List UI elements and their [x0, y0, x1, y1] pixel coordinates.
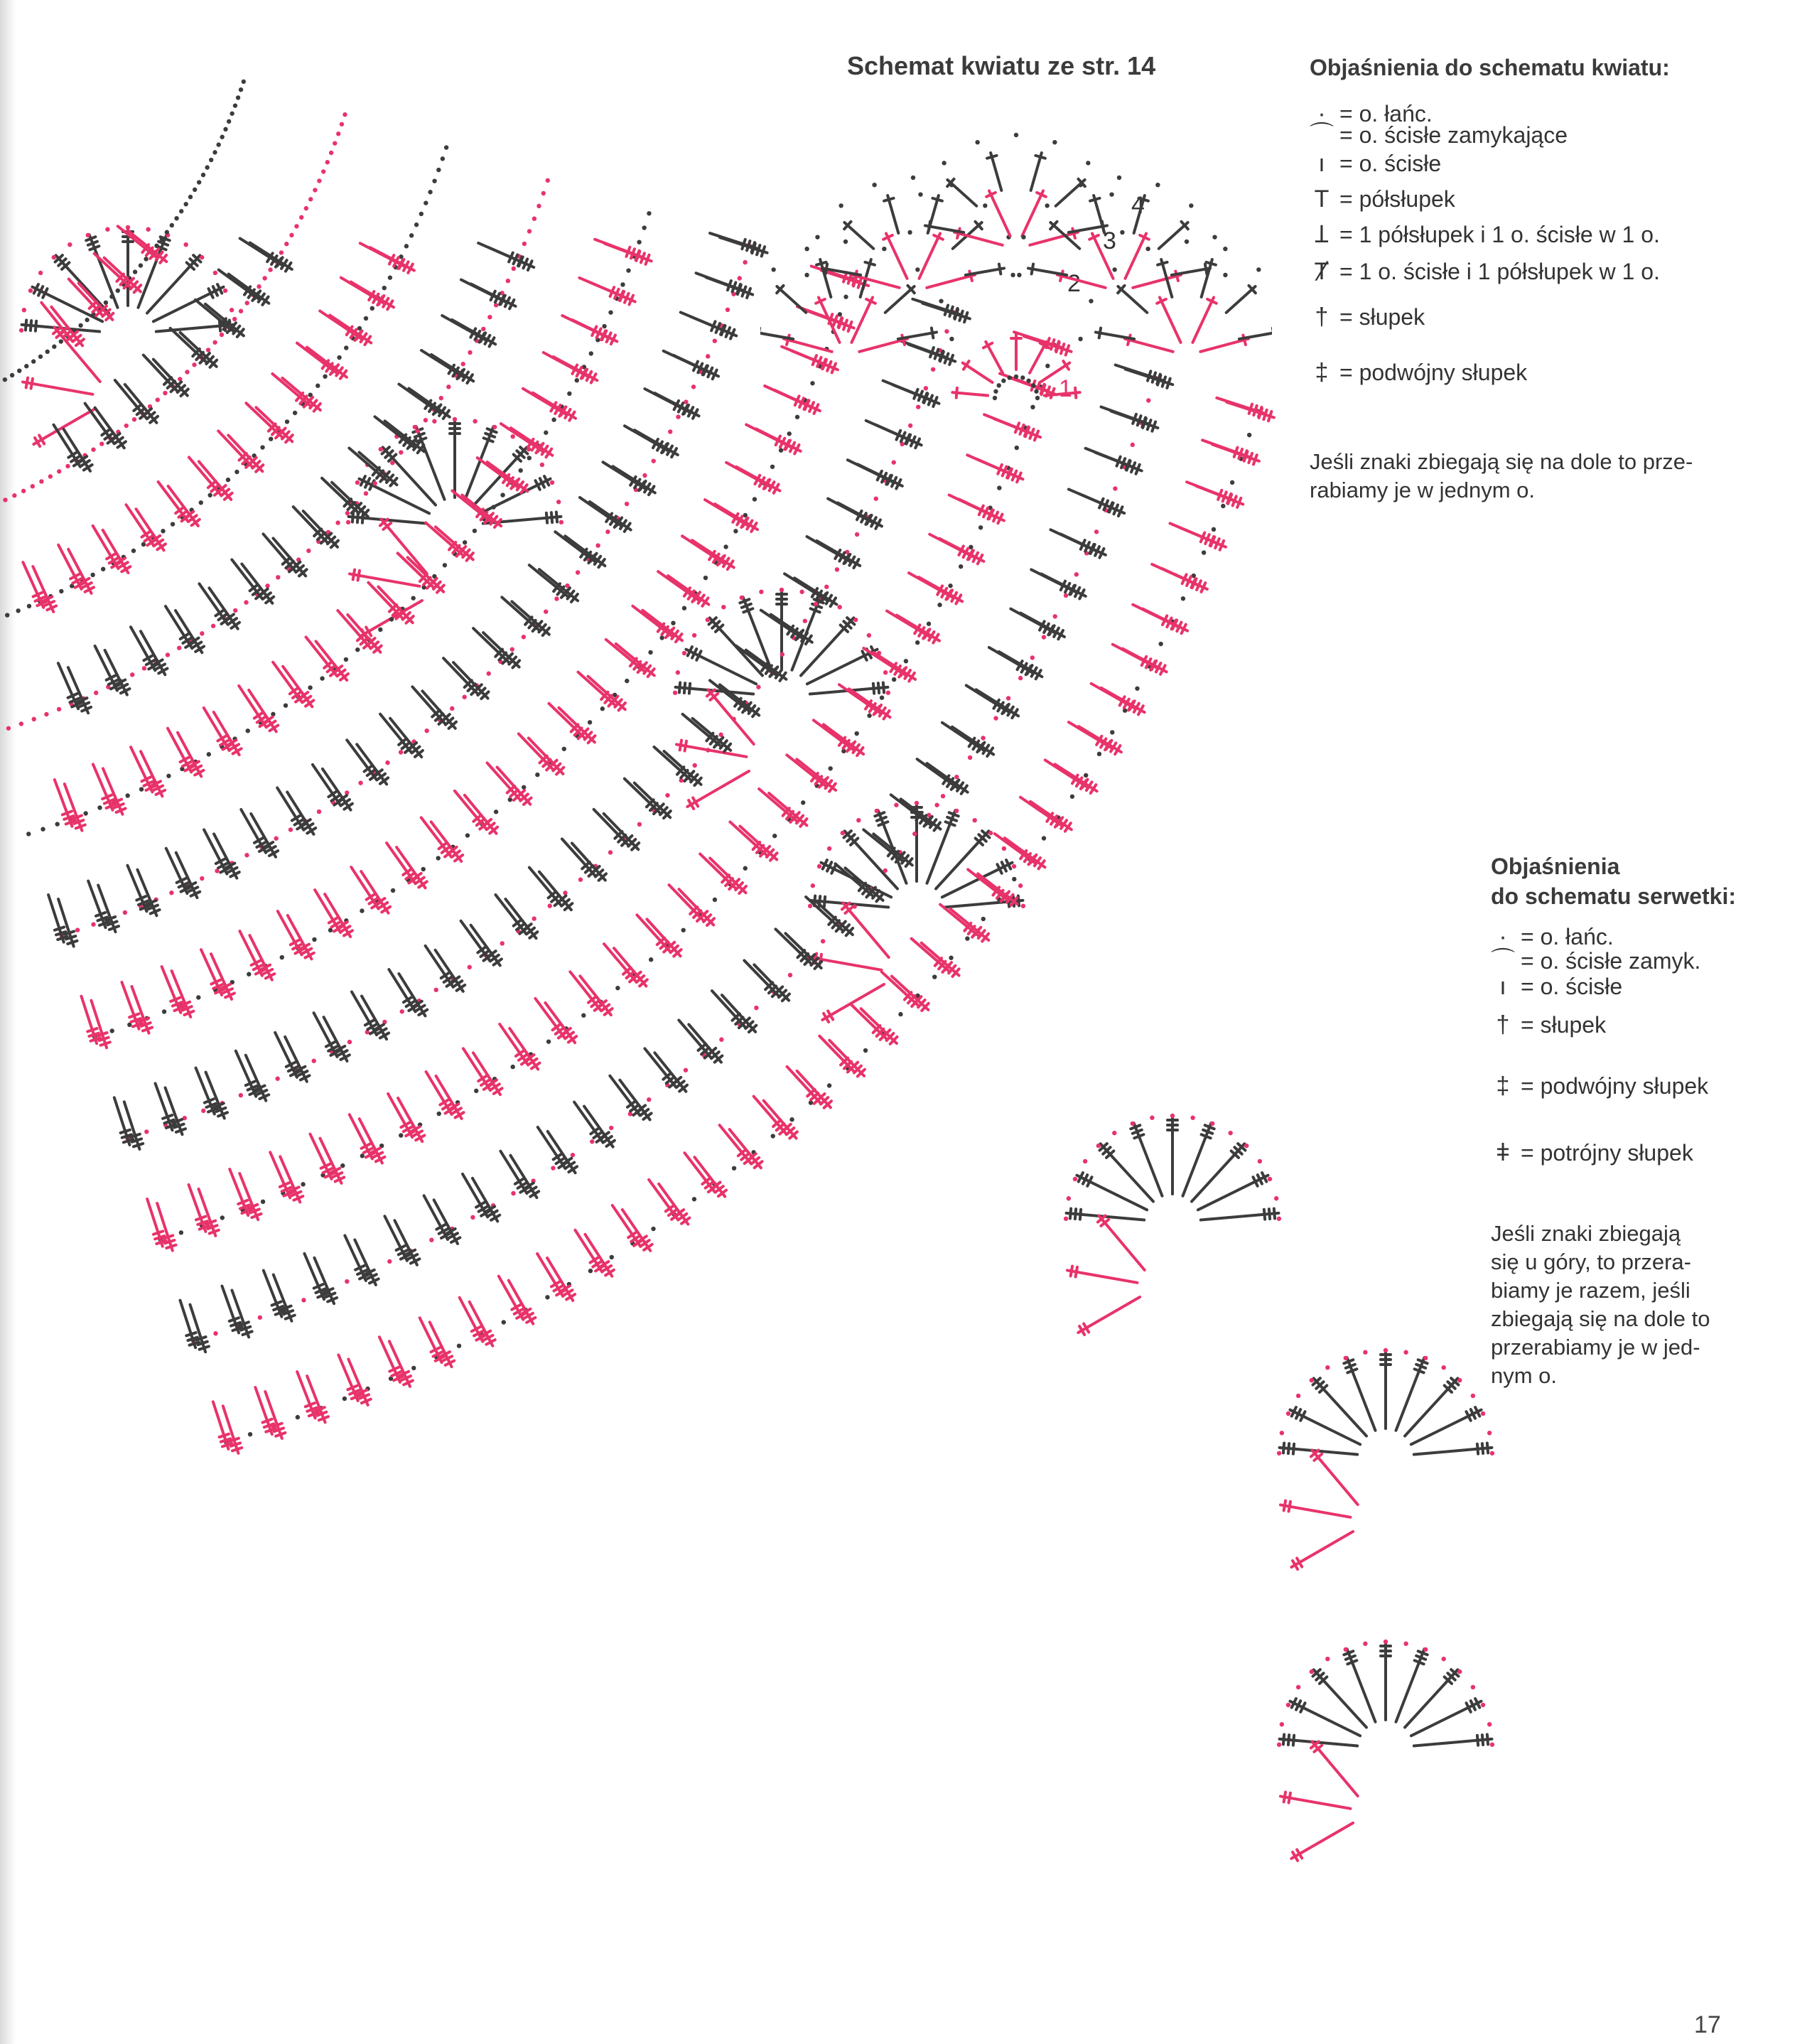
stitch-symbol: [774, 283, 809, 316]
stitch-symbol: [1026, 151, 1047, 192]
stitch-symbol: [1011, 334, 1021, 370]
stitch-symbol: [1155, 295, 1185, 344]
legend-item-text: = podwójny słupek: [1521, 1073, 1709, 1099]
stitch-symbol: [981, 339, 1007, 375]
chain-row: [191, 376, 1158, 1343]
stitch-symbol: [91, 405, 128, 451]
stitch-symbol: [610, 462, 658, 497]
stitch-symbol: [164, 483, 202, 529]
legend-item-text: = o. łańc.: [1521, 924, 1614, 950]
stitch-symbol: [136, 629, 170, 677]
stitch-symbol: [1401, 1375, 1462, 1440]
stitch-symbol: [1280, 1500, 1352, 1522]
stitch-symbol: [858, 1005, 900, 1047]
stitch-symbol: [841, 219, 877, 252]
stitch-symbol: [1280, 1792, 1352, 1814]
stitch-symbol: [685, 767, 752, 811]
chain-stitch-dot-icon: ·: [1317, 100, 1326, 127]
stitch-symbol: [320, 891, 355, 939]
stitch-symbol: [1188, 295, 1218, 344]
pink-petal-fan: [1067, 1212, 1148, 1337]
stitch-symbol: [814, 537, 863, 570]
stitch-symbol: [1121, 231, 1150, 280]
chain-row: [92, 277, 854, 1039]
round-4-chain: [907, 133, 1124, 235]
stitch-symbol: [467, 923, 504, 969]
flower-legend-heading: Objaśnienia do schematu kwiatu:: [1310, 55, 1670, 80]
hdc-and-sc-icon: Ʇ: [1315, 221, 1329, 248]
stitch-symbol: [357, 994, 391, 1042]
stitch-symbol: [480, 629, 522, 671]
stitch-symbol: [1094, 448, 1143, 475]
stitch-symbol: [888, 972, 932, 1013]
stitch-symbol: [1308, 1738, 1361, 1800]
stitch-symbol: [101, 254, 144, 296]
stitch-symbol: [377, 516, 431, 577]
double-crochet-icon: †: [1315, 303, 1329, 330]
stitch-symbol: [897, 795, 943, 833]
round-2-petal: [782, 295, 908, 356]
stitch-symbol: [894, 611, 942, 645]
stitch-symbol: [1310, 1667, 1371, 1731]
legend-item-text: = o. ścisłe zamyk.: [1521, 948, 1701, 974]
stitch-row: [208, 393, 1276, 1455]
stitch-symbol: [177, 329, 220, 370]
heading-line: do schematu serwetki:: [1491, 883, 1736, 909]
stitch-symbol: [432, 523, 476, 564]
stitch-row: [50, 235, 653, 832]
note-line: rabiamy je w jednym o.: [1310, 478, 1536, 502]
stitch-symbol: [509, 598, 553, 638]
slip-stitch-close-arc-icon: ⌒: [1310, 122, 1334, 149]
stitch-symbol: [924, 759, 971, 796]
stitch-symbol: [1095, 1212, 1148, 1274]
stitch-symbol: [1129, 1121, 1167, 1198]
stitch-symbol: [1076, 722, 1123, 756]
stitch-symbol: [1039, 569, 1088, 601]
stitch-symbol: [562, 532, 608, 570]
stitch-symbol: [1120, 644, 1168, 676]
stitch-symbol: [974, 685, 1021, 720]
stitch-symbol: [1409, 1405, 1484, 1448]
stitch-symbol: [406, 384, 452, 421]
doily-legend-heading: [1491, 851, 1736, 911]
round-4-chain: [1078, 240, 1272, 341]
stitch-symbol: [244, 687, 280, 734]
stitch-symbol: [957, 495, 1006, 525]
legend-item-text: = potrójny słupek: [1521, 1140, 1693, 1166]
legend-item-text: = 1 półsłupek i 1 o. ścisłe w 1 o.: [1339, 222, 1660, 247]
stitch-symbol: [782, 930, 825, 972]
picot-scallop-fan: [675, 590, 888, 699]
stitch-symbol: [1167, 1116, 1177, 1194]
round-number-4: 4: [1131, 192, 1145, 219]
round-3-petal: [1095, 258, 1272, 344]
stitch-symbol: [737, 822, 780, 863]
stitch-symbol: [631, 780, 674, 822]
round-4-chain: [760, 240, 954, 341]
legend-item-text: = 1 o. ścisłe i 1 półsłupek w 1 o.: [1339, 259, 1660, 284]
stitch-symbol: [985, 188, 1015, 237]
stitch-symbol: [22, 377, 94, 399]
stitch-symbol: [1391, 1356, 1429, 1433]
stitch-symbol: [1401, 1667, 1462, 1731]
treble-crochet-icon: ‡: [1315, 359, 1329, 386]
stitch-symbol: [1223, 283, 1258, 316]
legend-item-text: = o. ścisłe zamykające: [1339, 122, 1568, 148]
stitch-symbol: [672, 350, 721, 380]
stitch-symbol: [949, 723, 996, 758]
stitch-symbol: [1197, 258, 1217, 298]
stitch-symbol: [856, 460, 905, 490]
stitch-symbol: [918, 939, 962, 979]
stitch-symbol: [870, 830, 915, 869]
stitch-symbol: [632, 426, 681, 459]
stitch-symbol: [210, 709, 244, 757]
stitch-symbol: [353, 741, 391, 787]
heading-line: Objaśnienia: [1491, 854, 1620, 879]
stitch-symbol: [450, 316, 498, 349]
legend-item-text: = o. łańc.: [1339, 101, 1433, 127]
stitch-symbol: [394, 1096, 426, 1144]
stitch-symbol: [1413, 1734, 1492, 1751]
stitch-symbol: [613, 640, 657, 679]
triple-treble-icon: ǂ: [1496, 1139, 1510, 1166]
flower-legend-note: [1310, 448, 1693, 505]
stitch-symbol: [1018, 188, 1047, 237]
stitch-symbol: [1342, 1356, 1380, 1433]
stitch-symbol: [712, 500, 760, 534]
stitch-symbol: [975, 455, 1025, 484]
stitch-symbol: [202, 300, 247, 339]
stitch-symbol: [820, 980, 887, 1024]
stitch-symbol: [1310, 1375, 1371, 1440]
stitch-symbol: [1067, 1266, 1138, 1288]
stitch-symbol: [944, 176, 980, 210]
round-number-2: 2: [1067, 270, 1081, 297]
stitch-symbol: [794, 755, 839, 795]
stitch-symbol: [1289, 1819, 1356, 1863]
stitch-symbol: [588, 277, 637, 306]
stitch-symbol: [1028, 797, 1074, 834]
stitch-symbol: [1196, 1171, 1271, 1214]
note-line: nym o.: [1491, 1363, 1558, 1388]
note-line: Jeśli znaki zbiegają się na dole to prze-: [1310, 449, 1693, 474]
stitch-symbol: [1381, 1642, 1391, 1720]
chain-row: [0, 112, 347, 532]
page-number: 17: [1694, 2011, 1721, 2038]
flower-chart: [760, 92, 1272, 426]
chain-stitch-dot-icon: ·: [1499, 923, 1507, 950]
half-double-crochet-icon: T: [1314, 185, 1330, 213]
stitch-symbol: [717, 681, 762, 719]
round-2-petal: [1123, 295, 1249, 356]
stitch-symbol: [1076, 1293, 1143, 1337]
picot-scallop-fan: [1279, 1350, 1492, 1459]
stitch-symbol: [1288, 1405, 1362, 1448]
stitch-symbol: [960, 359, 995, 387]
stitch-symbol: [1052, 760, 1099, 796]
chain-row: [59, 244, 753, 937]
stitch-symbol: [60, 426, 95, 474]
single-crochet-bar-icon: ı: [1499, 973, 1506, 1000]
chain-row: [224, 409, 1259, 1444]
pink-petal-fan: [1280, 1447, 1361, 1571]
stitch-symbol: [603, 239, 653, 266]
stitch-symbol: [411, 425, 449, 502]
stitch-symbol: [836, 498, 884, 530]
stitch-symbol: [1074, 1171, 1149, 1214]
stitch-symbol: [431, 947, 468, 994]
stitch-symbol: [1288, 1696, 1362, 1740]
chain-row: [158, 343, 1057, 1242]
treble-crochet-icon: ‡: [1496, 1072, 1510, 1099]
note-line: przerabiamy je w jed-: [1491, 1335, 1700, 1360]
stitch-symbol: [404, 554, 447, 595]
stitch-symbol: [915, 231, 944, 280]
stitch-symbol: [1342, 1647, 1380, 1724]
round-number-3: 3: [1103, 227, 1116, 254]
stitch-symbol: [505, 1026, 541, 1072]
stitch-symbol: [986, 151, 1006, 192]
stitch-symbol: [284, 913, 316, 962]
stitch-symbol: [952, 387, 988, 400]
stitch-symbol: [1413, 1443, 1492, 1460]
stitch-symbol: [1097, 1141, 1158, 1205]
stitch-symbol: [1409, 1696, 1484, 1740]
stitch-symbol: [754, 424, 803, 456]
stitch-symbol: [279, 375, 323, 414]
stitch-symbol: [469, 279, 518, 311]
note-line: zbiegają się na dole to: [1491, 1306, 1710, 1331]
pink-petal-fan: [1280, 1738, 1361, 1863]
stitch-symbol: [1195, 482, 1245, 509]
stitch-symbol: [1211, 440, 1261, 466]
stitch-symbol: [654, 1181, 691, 1227]
stitch-symbol: [253, 404, 296, 445]
stitch-symbol: [689, 312, 738, 340]
stitch-symbol: [1381, 1350, 1391, 1429]
stitch-symbol: [883, 194, 903, 235]
stitch-symbol: [247, 812, 280, 860]
stitch-symbol: [1391, 1647, 1429, 1724]
stitch-symbol: [1178, 523, 1228, 552]
stitch-symbol: [556, 704, 598, 746]
stitch-symbol: [123, 227, 133, 306]
stitch-symbol: [734, 463, 782, 495]
stitch-symbol: [349, 569, 421, 591]
stitch-symbol: [1058, 529, 1107, 559]
stitch-symbol: [544, 1129, 579, 1176]
slip-stitch-close-arc-icon: ⌒: [1491, 947, 1515, 974]
stitch-symbol: [427, 819, 465, 864]
stitch-symbol: [847, 295, 877, 344]
stitch-symbol: [1140, 604, 1190, 635]
stitch-row: [43, 228, 768, 947]
single-crochet-bar-icon: ı: [1318, 150, 1325, 177]
legend-item-text: = półsłupek: [1339, 186, 1455, 212]
stitch-symbol: [541, 1000, 579, 1046]
pink-petal-fan: [349, 516, 431, 640]
stitch-symbol: [318, 766, 355, 813]
stitch-symbol: [1099, 684, 1147, 717]
stitch-symbol: [485, 458, 531, 495]
stitch-symbol: [460, 425, 498, 502]
stitch-symbol: [1188, 1141, 1249, 1205]
stitch-symbol: [1178, 1121, 1216, 1198]
sc-and-hdc-icon: Ⱦ: [1314, 258, 1330, 285]
stitch-symbol: [937, 534, 986, 566]
stitch-symbol: [689, 536, 736, 571]
stitch-symbol: [1052, 176, 1088, 210]
stitch-row: [50, 235, 295, 474]
round-2-petal: [953, 188, 1079, 249]
stitch-symbol: [368, 243, 417, 275]
legend-item-text: = słupek: [1339, 304, 1425, 330]
legend-item-text: = podwójny słupek: [1339, 360, 1528, 385]
picot-scallop-fan: [1279, 1642, 1492, 1750]
legend-item-text: = o. ścisłe: [1521, 974, 1623, 999]
doily-legend-note: [1491, 1220, 1710, 1390]
stitch-symbol: [882, 231, 912, 280]
round-number-1: 1: [1059, 375, 1072, 402]
stitch-symbol: [873, 809, 911, 886]
stitch-symbol: [815, 258, 836, 298]
stitch-symbol: [486, 243, 536, 272]
stitch-symbol: [1308, 1447, 1361, 1508]
stitch-symbol: [283, 790, 318, 837]
picot-scallop-fan: [1066, 1116, 1279, 1225]
stitch-symbol: [814, 295, 844, 344]
stitch-symbol: [585, 672, 629, 713]
chain-row: [0, 80, 246, 431]
stitch-symbol: [428, 350, 476, 385]
stitch-symbol: [1289, 1527, 1356, 1571]
stitch-symbol: [704, 273, 754, 299]
stitch-symbol: [766, 790, 810, 829]
stitch-symbol: [450, 419, 460, 497]
stitch-symbol: [1200, 1208, 1279, 1225]
legend-item-text: = słupek: [1521, 1012, 1607, 1038]
round-3-petal: [760, 258, 937, 344]
stitch-symbol: [1160, 564, 1209, 594]
double-crochet-icon: †: [1496, 1011, 1510, 1038]
picot-scallop-fan: [21, 227, 234, 336]
stitch-symbol: [1025, 339, 1051, 375]
flower-chart-title: Schemat kwiatu ze str. 14: [847, 51, 1156, 80]
note-line: się u góry, to przera-: [1491, 1249, 1691, 1274]
legend-item-text: = o. ścisłe: [1339, 151, 1442, 176]
note-line: Jeśli znaki zbiegają: [1491, 1221, 1681, 1246]
stitch-symbol: [618, 1207, 654, 1254]
stitch-symbol: [1047, 219, 1083, 252]
stitch-symbol: [1155, 219, 1191, 252]
note-line: biamy je razem, jeśli: [1491, 1278, 1690, 1303]
stitch-symbol: [797, 615, 858, 679]
stitch-symbol: [151, 282, 226, 326]
round-3-petal: [924, 151, 1108, 237]
stitch-symbol: [691, 1154, 729, 1200]
stitch-symbol: [144, 252, 204, 317]
stitch-symbol: [1077, 489, 1126, 517]
stitch-symbol: [505, 1278, 538, 1326]
round-1-chain: [993, 375, 1040, 400]
stitch-symbol: [706, 854, 749, 896]
stitch-row: [54, 239, 536, 716]
stitch-symbol: [917, 573, 965, 606]
stitch-symbol: [570, 316, 619, 346]
